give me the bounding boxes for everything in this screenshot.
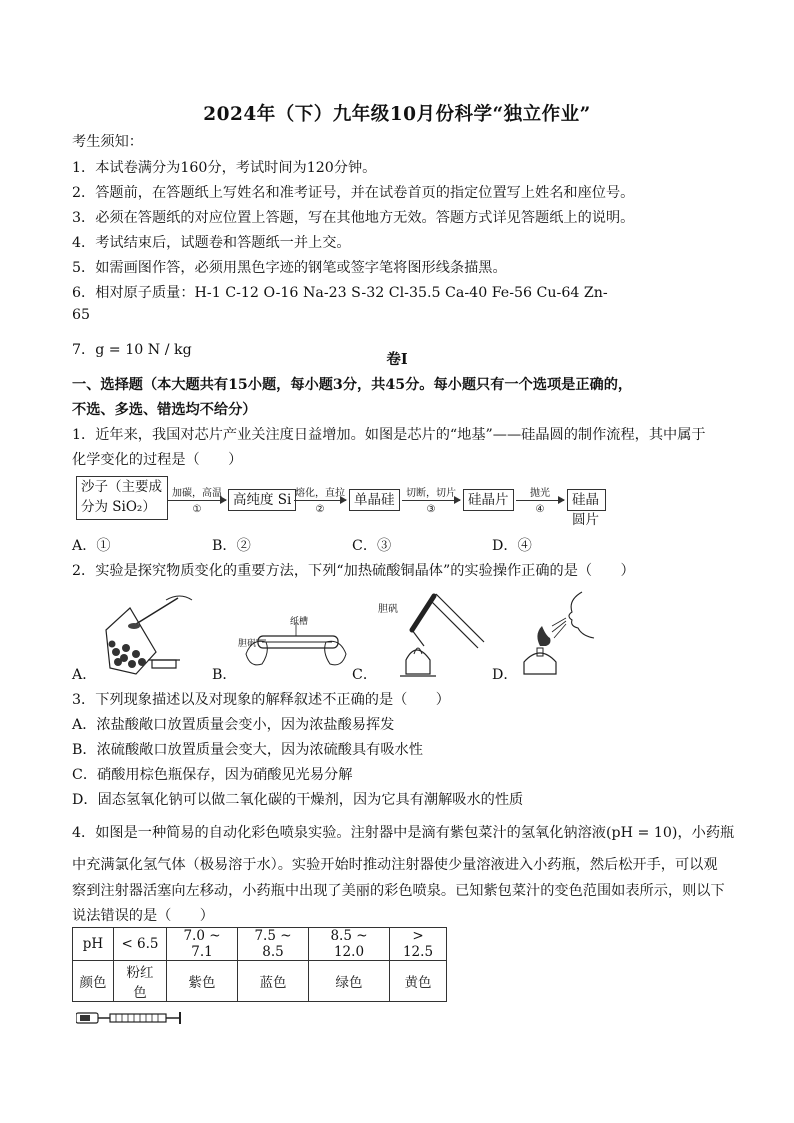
silicon-wafer-flow-diagram <box>76 476 606 528</box>
flow-step-4-label: 抛光 <box>530 488 550 499</box>
notice-item-5: 5．如需画图作答，必须用黑色字迹的钢笔或签字笔将图形线条描黑。 <box>72 260 507 276</box>
ph-header-cell: 7.0 ~ 7.1 <box>167 928 238 961</box>
flow-box-polished-wafer: 硅晶圆片 <box>567 489 606 511</box>
flow-box-sand-line2: 分为 SiO₂） <box>81 499 156 515</box>
notice-heading: 考生须知： <box>72 134 143 150</box>
q2-figure-c-label-crystal: 胆矾 <box>378 604 398 615</box>
syringe-icon <box>76 1010 188 1026</box>
flow-box-sand <box>76 476 168 520</box>
q2-stem: 2．实验是探究物质变化的重要方法，下列“加热硫酸铜晶体”的实验操作正确的是（ ） <box>72 563 635 579</box>
ph-header-cell: > 12.5 <box>390 928 447 961</box>
notice-item-6-cont: 65 <box>72 307 91 323</box>
q1-option-d[interactable]: D．④ <box>492 538 532 554</box>
ph-table-header-row <box>73 928 447 961</box>
notice-item-1: 1．本试卷满分为160分，考试时间为120分钟。 <box>72 160 377 176</box>
flow-arrow-1 <box>168 500 226 501</box>
flow-step-4-number: ④ <box>535 504 545 515</box>
q3-option-b[interactable]: B．浓硫酸敞口放置质量会变大，因为浓硫酸具有吸水性 <box>72 742 423 758</box>
ph-header-cell: 7.5 ~ 8.5 <box>238 928 309 961</box>
flow-arrow-4 <box>516 500 564 501</box>
q2-figure-b-label-trough: 纸槽 <box>290 617 309 627</box>
ph-color-cell: 颜色 <box>73 961 114 1002</box>
q1-option-c[interactable]: C．③ <box>352 538 392 554</box>
flow-step-2-label: 熔化，直拉 <box>295 488 345 499</box>
volume-heading: 卷Ⅰ <box>386 351 408 368</box>
notice-item-7: 7．g = 10 N / kg <box>72 342 192 358</box>
flow-step-3-number: ③ <box>426 504 436 515</box>
flow-box-monocrystal: 单晶硅 <box>349 489 400 511</box>
q4-stem-line1: 4．如图是一种简易的自动化彩色喷泉实验。注射器中是滴有紫包菜汁的氢氧化钠溶液(pH = 10)，小药瓶 <box>72 825 735 841</box>
flow-arrow-3 <box>402 500 460 501</box>
flow-step-3-label: 切断，切片 <box>406 488 456 499</box>
ph-table-color-row <box>73 961 447 1002</box>
ph-header-cell: 8.5 ~ 12.0 <box>309 928 390 961</box>
q1-stem-line1: 1．近年来，我国对芯片产业关注度日益增加。如图是芯片的“地基”——硅晶圆的制作流程，其中属于 <box>72 427 706 443</box>
q2-option-c[interactable]: C． <box>352 667 378 683</box>
section-heading-line2: 不选、多选、错选均不给分） <box>72 402 257 418</box>
q2-figure-d-lamp-icon <box>516 588 606 680</box>
flow-box-wafer: 硅晶片 <box>463 489 514 511</box>
flow-step-2-number: ② <box>315 504 325 515</box>
flow-box-pure-si: 高纯度 Si <box>228 489 296 511</box>
q2-option-b[interactable]: B． <box>212 667 237 683</box>
page-title: 2024年（下）九年级10月份科学“独立作业” <box>203 104 591 125</box>
q2-option-a[interactable]: A． <box>72 667 97 683</box>
flow-box-sand-line1: 沙子（主要成 <box>81 479 162 495</box>
ph-color-table <box>72 927 447 1002</box>
notice-item-4: 4．考试结束后，试题卷和答题纸一并上交。 <box>72 235 351 251</box>
ph-header-cell: pH <box>73 928 114 961</box>
q4-stem-line4: 说法错误的是（ ） <box>72 908 214 924</box>
flow-step-1-number: ① <box>192 504 202 515</box>
ph-color-cell: 紫色 <box>167 961 238 1002</box>
ph-header-cell: < 6.5 <box>114 928 167 961</box>
q2-option-d[interactable]: D． <box>492 667 518 683</box>
ph-color-cell: 绿色 <box>309 961 390 1002</box>
notice-item-2: 2．答题前，在答题纸上写姓名和准考证号，并在试卷首页的指定位置写上姓名和座位号。 <box>72 185 635 201</box>
q2-figure-a-jar-icon <box>96 590 196 678</box>
flow-step-1-label: 加碳，高温 <box>172 488 222 499</box>
ph-color-cell: 黄色 <box>390 961 447 1002</box>
q4-stem-line2: 中充满氯化氢气体（极易溶于水）。实验开始时推动注射器使少量溶液进入小药瓶，然后松开手，可以观 <box>72 857 718 873</box>
q3-stem: 3．下列现象描述以及对现象的解释叙述不正确的是（ ） <box>72 692 450 708</box>
q1-option-b[interactable]: B．② <box>212 538 251 554</box>
q4-stem-line3: 察到注射器活塞向左移动，小药瓶中出现了美丽的彩色喷泉。已知紫包菜汁的变色范围如表所示，则以下 <box>72 883 725 899</box>
ph-color-cell: 粉红色 <box>114 961 167 1002</box>
q3-option-a[interactable]: A．浓盐酸敞口放置质量会变小，因为浓盐酸易挥发 <box>72 717 395 733</box>
section-heading-line1: 一、选择题（本大题共有15小题，每小题3分，共45分。每小题只有一个选项是正确的， <box>72 377 633 393</box>
q3-option-c[interactable]: C．硝酸用棕色瓶保存，因为硝酸见光易分解 <box>72 767 353 783</box>
q1-stem-line2: 化学变化的过程是（ ） <box>72 452 243 468</box>
ph-color-cell: 蓝色 <box>238 961 309 1002</box>
flow-arrow-2 <box>294 500 346 501</box>
q1-option-a[interactable]: A．① <box>72 538 111 554</box>
notice-item-3: 3．必须在答题纸的对应位置上答题，写在其他地方无效。答题方式详见答题纸上的说明。 <box>72 210 635 226</box>
q2-figure-b-label-crystal: 胆矾 <box>238 639 257 649</box>
notice-item-6: 6．相对原子质量：H-1 C-12 O-16 Na-23 S-32 Cl-35.5 Ca-40 Fe-56 Cu-64 Zn- <box>72 285 608 301</box>
q3-option-d[interactable]: D．固态氢氧化钠可以做二氧化碳的干燥剂，因为它具有潮解吸水的性质 <box>72 792 524 808</box>
